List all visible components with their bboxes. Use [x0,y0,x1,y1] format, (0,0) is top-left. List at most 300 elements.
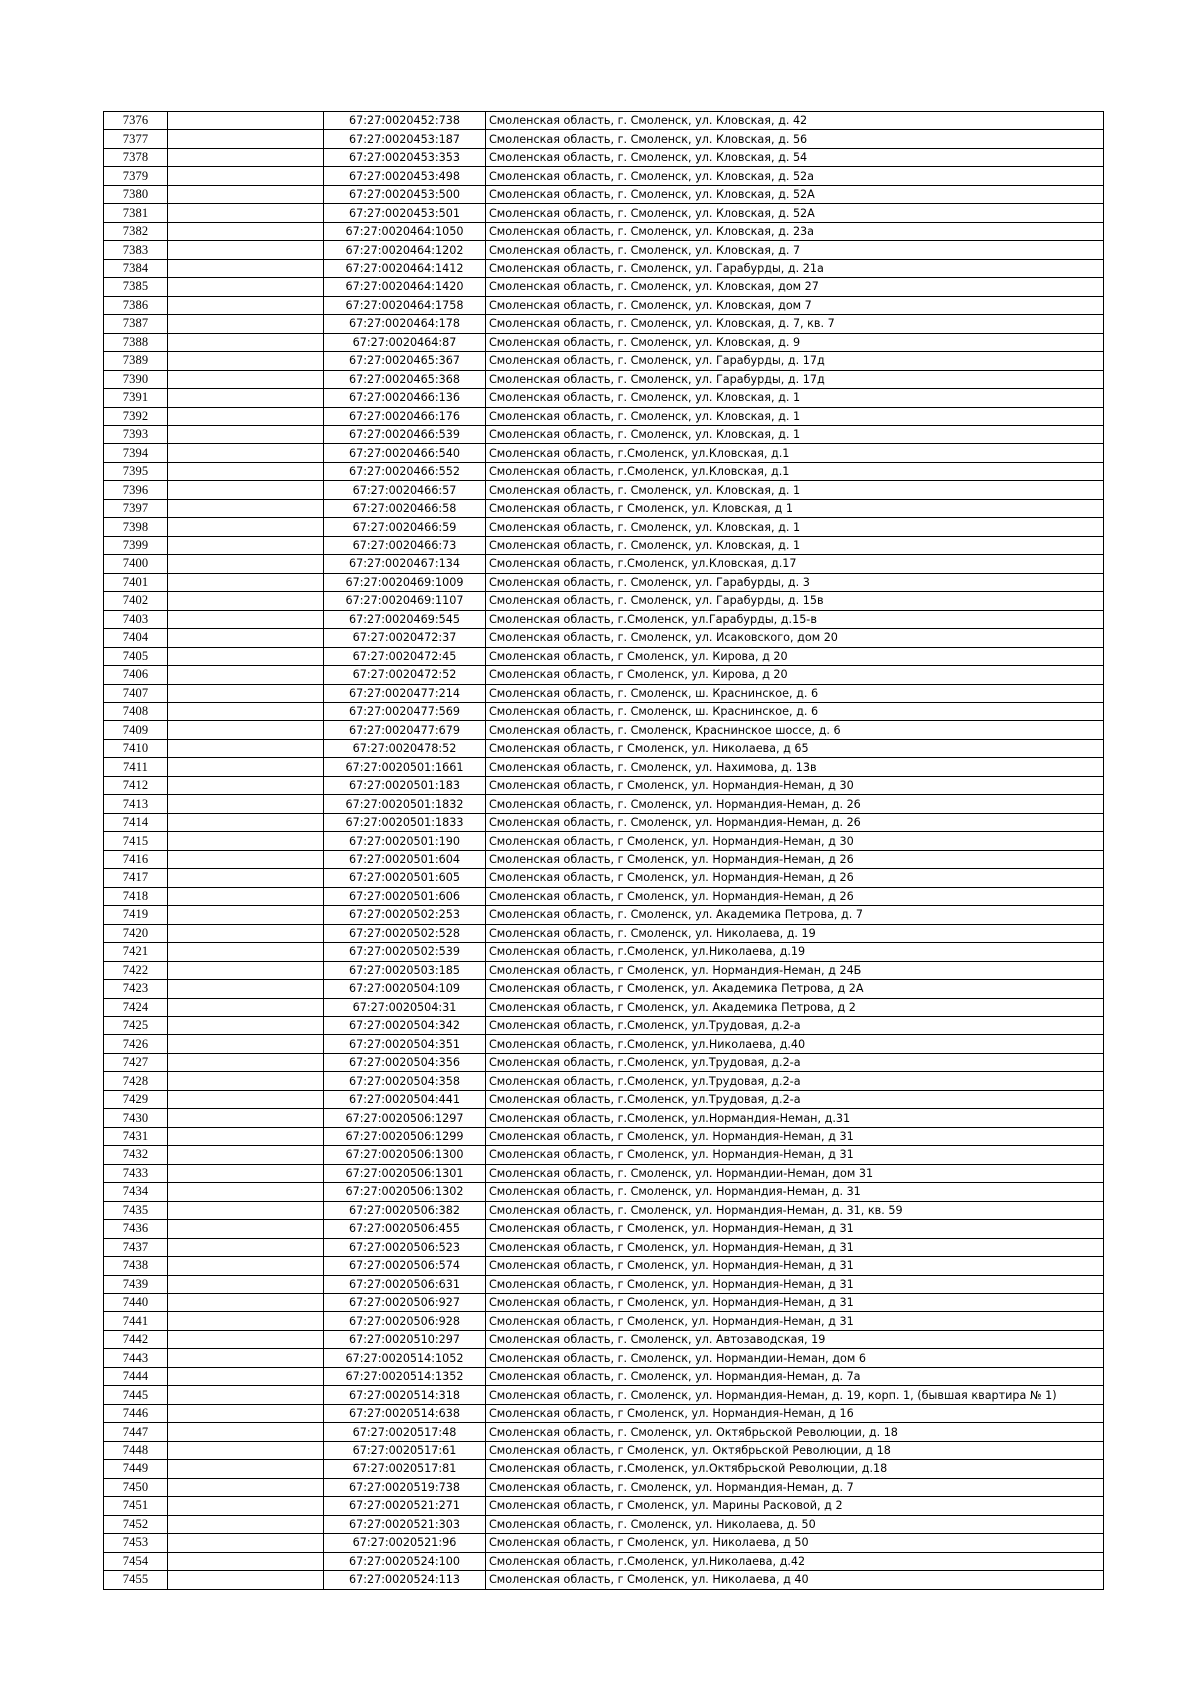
row-number-cell: 7438 [104,1257,168,1275]
cadastral-number-cell: 67:27:0020521:96 [324,1534,486,1552]
cadastral-number-cell: 67:27:0020466:540 [324,444,486,462]
table-row [104,1257,1104,1275]
empty-cell [168,610,324,628]
address-cell: Смоленская область, г. Смоленск, ул. Нормандия-Неман, д. 31 [486,1183,1104,1201]
empty-cell [168,1257,324,1275]
empty-cell [168,333,324,351]
row-number-cell: 7406 [104,666,168,684]
address-cell: Смоленская область, г.Смоленск, ул.Гарабурды, д.15-в [486,610,1104,628]
empty-cell [168,629,324,647]
cadastral-number-cell: 67:27:0020469:1009 [324,573,486,591]
row-number-cell: 7424 [104,998,168,1016]
row-number-cell: 7455 [104,1571,168,1589]
table-row [104,296,1104,314]
row-number-cell: 7426 [104,1035,168,1053]
address-cell: Смоленская область, г.Смоленск, ул.Трудовая, д.2-а [486,1053,1104,1071]
cadastral-number-cell: 67:27:0020517:61 [324,1441,486,1459]
empty-cell [168,1534,324,1552]
row-number-cell: 7386 [104,296,168,314]
empty-cell [168,980,324,998]
row-number-cell: 7432 [104,1146,168,1164]
cadastral-number-cell: 67:27:0020477:569 [324,703,486,721]
table-row [104,1035,1104,1053]
empty-cell [168,832,324,850]
row-number-cell: 7398 [104,518,168,536]
cadastral-number-cell: 67:27:0020517:81 [324,1460,486,1478]
table-row [104,647,1104,665]
address-cell: Смоленская область, г Смоленск, ул. Нормандия-Неман, д 31 [486,1238,1104,1256]
address-cell: Смоленская область, г.Смоленск, ул.Трудовая, д.2-а [486,1090,1104,1108]
address-cell: Смоленская область, г. Смоленск, ул. Нормандия-Неман, д. 7а [486,1367,1104,1385]
table-row [104,1238,1104,1256]
cadastral-number-cell: 67:27:0020506:382 [324,1201,486,1219]
cadastral-number-cell: 67:27:0020469:1107 [324,592,486,610]
empty-cell [168,906,324,924]
row-number-cell: 7428 [104,1072,168,1090]
row-number-cell: 7411 [104,758,168,776]
empty-cell [168,721,324,739]
empty-cell [168,1127,324,1145]
empty-cell [168,1367,324,1385]
table-row [104,555,1104,573]
address-cell: Смоленская область, г Смоленск, ул. Кирова, д 20 [486,647,1104,665]
cadastral-number-cell: 67:27:0020464:1412 [324,259,486,277]
table-row [104,666,1104,684]
row-number-cell: 7423 [104,980,168,998]
address-cell: Смоленская область, г. Смоленск, ул. Нормандия-Неман, д. 31, кв. 59 [486,1201,1104,1219]
row-number-cell: 7453 [104,1534,168,1552]
cadastral-number-cell: 67:27:0020504:441 [324,1090,486,1108]
address-cell: Смоленская область, г. Смоленск, ул. Кловская, д. 1 [486,389,1104,407]
address-cell: Смоленская область, г. Смоленск, ул. Нормандия-Неман, д. 7 [486,1478,1104,1496]
row-number-cell: 7435 [104,1201,168,1219]
cadastral-number-cell: 67:27:0020506:523 [324,1238,486,1256]
cadastral-number-cell: 67:27:0020503:185 [324,961,486,979]
cadastral-number-cell: 67:27:0020466:73 [324,536,486,554]
empty-cell [168,592,324,610]
table-row [104,425,1104,443]
address-cell: Смоленская область, г Смоленск, ул. Нормандия-Неман, д 31 [486,1146,1104,1164]
empty-cell [168,795,324,813]
row-number-cell: 7397 [104,499,168,517]
address-cell: Смоленская область, г. Смоленск, ш. Краснинское, д. 6 [486,703,1104,721]
cadastral-number-cell: 67:27:0020453:500 [324,185,486,203]
address-cell: Смоленская область, г. Смоленск, ул. Исаковского, дом 20 [486,629,1104,647]
table-row [104,1515,1104,1533]
address-cell: Смоленская область, г Смоленск, ул. Октябрьской Революции, д 18 [486,1441,1104,1459]
table-row [104,776,1104,794]
row-number-cell: 7434 [104,1183,168,1201]
empty-cell [168,499,324,517]
table-row [104,333,1104,351]
row-number-cell: 7413 [104,795,168,813]
empty-cell [168,1035,324,1053]
row-number-cell: 7393 [104,425,168,443]
cadastral-number-cell: 67:27:0020477:214 [324,684,486,702]
address-cell: Смоленская область, г.Смоленск, ул.Кловская, д.1 [486,444,1104,462]
empty-cell [168,703,324,721]
address-cell: Смоленская область, г. Смоленск, ул. Автозаводская, 19 [486,1330,1104,1348]
cadastral-number-cell: 67:27:0020464:178 [324,315,486,333]
table-row [104,1016,1104,1034]
row-number-cell: 7388 [104,333,168,351]
address-cell: Смоленская область, г.Смоленск, ул.Николаева, д.19 [486,943,1104,961]
address-cell: Смоленская область, г. Смоленск, ул. Гарабурды, д. 15в [486,592,1104,610]
table-row [104,887,1104,905]
empty-cell [168,647,324,665]
row-number-cell: 7380 [104,185,168,203]
empty-cell [168,259,324,277]
row-number-cell: 7383 [104,241,168,259]
address-cell: Смоленская область, г. Смоленск, ул. Кловская, д. 1 [486,481,1104,499]
table-row [104,684,1104,702]
empty-cell [168,518,324,536]
table-row [104,629,1104,647]
row-number-cell: 7409 [104,721,168,739]
empty-cell [168,1164,324,1182]
table-row [104,259,1104,277]
row-number-cell: 7442 [104,1330,168,1348]
address-cell: Смоленская область, г Смоленск, ул. Николаева, д 65 [486,739,1104,757]
address-cell: Смоленская область, г Смоленск, ул. Нормандия-Неман, д 24Б [486,961,1104,979]
empty-cell [168,776,324,794]
address-cell: Смоленская область, г. Смоленск, ул. Кловская, д. 52А [486,204,1104,222]
row-number-cell: 7381 [104,204,168,222]
row-number-cell: 7389 [104,352,168,370]
registry-table-body [104,112,1104,1590]
empty-cell [168,241,324,259]
row-number-cell: 7378 [104,148,168,166]
address-cell: Смоленская область, г.Смоленск, ул.Кловская, д.17 [486,555,1104,573]
row-number-cell: 7400 [104,555,168,573]
empty-cell [168,1275,324,1293]
cadastral-number-cell: 67:27:0020465:367 [324,352,486,370]
empty-cell [168,425,324,443]
row-number-cell: 7396 [104,481,168,499]
cadastral-number-cell: 67:27:0020472:52 [324,666,486,684]
cadastral-number-cell: 67:27:0020517:48 [324,1423,486,1441]
empty-cell [168,961,324,979]
address-cell: Смоленская область, г. Смоленск, ул. Кловская, д. 54 [486,148,1104,166]
row-number-cell: 7433 [104,1164,168,1182]
empty-cell [168,1552,324,1570]
address-cell: Смоленская область, г Смоленск, ул. Кирова, д 20 [486,666,1104,684]
address-cell: Смоленская область, г. Смоленск, ул. Гарабурды, д. 3 [486,573,1104,591]
cadastral-number-cell: 67:27:0020452:738 [324,112,486,130]
address-cell: Смоленская область, г. Смоленск, ул. Гарабурды, д. 21а [486,259,1104,277]
table-row [104,703,1104,721]
address-cell: Смоленская область, г Смоленск, ул. Нормандия-Неман, д 31 [486,1257,1104,1275]
empty-cell [168,278,324,296]
table-row [104,813,1104,831]
table-row [104,518,1104,536]
cadastral-number-cell: 67:27:0020501:604 [324,850,486,868]
table-row [104,444,1104,462]
table-row [104,573,1104,591]
cadastral-number-cell: 67:27:0020504:356 [324,1053,486,1071]
address-cell: Смоленская область, г. Смоленск, ул. Нормандия-Неман, д. 26 [486,795,1104,813]
address-cell: Смоленская область, г Смоленск, ул. Николаева, д 40 [486,1571,1104,1589]
address-cell: Смоленская область, г. Смоленск, ул. Нахимова, д. 13в [486,758,1104,776]
row-number-cell: 7402 [104,592,168,610]
cadastral-number-cell: 67:27:0020506:574 [324,1257,486,1275]
empty-cell [168,924,324,942]
empty-cell [168,1571,324,1589]
row-number-cell: 7392 [104,407,168,425]
row-number-cell: 7422 [104,961,168,979]
empty-cell [168,1497,324,1515]
empty-cell [168,222,324,240]
table-row [104,241,1104,259]
empty-cell [168,407,324,425]
address-cell: Смоленская область, г. Смоленск, ул. Кловская, дом 27 [486,278,1104,296]
table-row [104,185,1104,203]
table-row [104,739,1104,757]
row-number-cell: 7379 [104,167,168,185]
cadastral-number-cell: 67:27:0020453:353 [324,148,486,166]
table-row [104,499,1104,517]
registry-table [103,111,1104,1590]
row-number-cell: 7420 [104,924,168,942]
row-number-cell: 7436 [104,1220,168,1238]
empty-cell [168,1053,324,1071]
empty-cell [168,1146,324,1164]
address-cell: Смоленская область, г Смоленск, ул. Нормандия-Неман, д 31 [486,1275,1104,1293]
table-row [104,1127,1104,1145]
row-number-cell: 7415 [104,832,168,850]
cadastral-number-cell: 67:27:0020501:606 [324,887,486,905]
cadastral-number-cell: 67:27:0020521:303 [324,1515,486,1533]
empty-cell [168,370,324,388]
empty-cell [168,684,324,702]
row-number-cell: 7412 [104,776,168,794]
table-row [104,943,1104,961]
table-row [104,1423,1104,1441]
address-cell: Смоленская область, г. Смоленск, ул. Октябрьской Революции, д. 18 [486,1423,1104,1441]
empty-cell [168,296,324,314]
empty-cell [168,1460,324,1478]
table-row [104,315,1104,333]
row-number-cell: 7421 [104,943,168,961]
table-row [104,832,1104,850]
empty-cell [168,1183,324,1201]
cadastral-number-cell: 67:27:0020524:100 [324,1552,486,1570]
cadastral-number-cell: 67:27:0020466:57 [324,481,486,499]
table-row [104,481,1104,499]
row-number-cell: 7405 [104,647,168,665]
row-number-cell: 7384 [104,259,168,277]
cadastral-number-cell: 67:27:0020504:358 [324,1072,486,1090]
cadastral-number-cell: 67:27:0020504:342 [324,1016,486,1034]
cadastral-number-cell: 67:27:0020453:501 [324,204,486,222]
table-row [104,721,1104,739]
row-number-cell: 7408 [104,703,168,721]
row-number-cell: 7443 [104,1349,168,1367]
address-cell: Смоленская область, г. Смоленск, ул. Нормандии-Неман, дом 31 [486,1164,1104,1182]
empty-cell [168,1109,324,1127]
table-row [104,1312,1104,1330]
cadastral-number-cell: 67:27:0020464:1202 [324,241,486,259]
empty-cell [168,1016,324,1034]
address-cell: Смоленская область, г Смоленск, ул. Кловская, д 1 [486,499,1104,517]
row-number-cell: 7390 [104,370,168,388]
row-number-cell: 7382 [104,222,168,240]
table-row [104,1552,1104,1570]
row-number-cell: 7440 [104,1294,168,1312]
address-cell: Смоленская область, г. Смоленск, ул. Академика Петрова, д. 7 [486,906,1104,924]
cadastral-number-cell: 67:27:0020506:1302 [324,1183,486,1201]
table-row [104,222,1104,240]
cadastral-number-cell: 67:27:0020477:679 [324,721,486,739]
empty-cell [168,1072,324,1090]
row-number-cell: 7445 [104,1386,168,1404]
cadastral-number-cell: 67:27:0020504:351 [324,1035,486,1053]
row-number-cell: 7450 [104,1478,168,1496]
table-row [104,1053,1104,1071]
table-row [104,795,1104,813]
table-row [104,1367,1104,1385]
cadastral-number-cell: 67:27:0020502:253 [324,906,486,924]
row-number-cell: 7391 [104,389,168,407]
empty-cell [168,1294,324,1312]
address-cell: Смоленская область, г. Смоленск, ул. Кловская, дом 7 [486,296,1104,314]
table-row [104,1146,1104,1164]
address-cell: Смоленская область, г Смоленск, ул. Нормандия-Неман, д 30 [486,776,1104,794]
table-row [104,758,1104,776]
cadastral-number-cell: 67:27:0020506:1301 [324,1164,486,1182]
empty-cell [168,758,324,776]
row-number-cell: 7430 [104,1109,168,1127]
address-cell: Смоленская область, г.Смоленск, ул.Трудовая, д.2-а [486,1016,1104,1034]
cadastral-number-cell: 67:27:0020514:1052 [324,1349,486,1367]
cadastral-number-cell: 67:27:0020514:1352 [324,1367,486,1385]
row-number-cell: 7452 [104,1515,168,1533]
empty-cell [168,1441,324,1459]
table-row [104,1164,1104,1182]
address-cell: Смоленская область, г.Смоленск, ул.Николаева, д.40 [486,1035,1104,1053]
empty-cell [168,1404,324,1422]
address-cell: Смоленская область, г Смоленск, ул. Нормандия-Неман, д 31 [486,1127,1104,1145]
empty-cell [168,1312,324,1330]
address-cell: Смоленская область, г. Смоленск, ул. Кловская, д. 7, кв. 7 [486,315,1104,333]
row-number-cell: 7403 [104,610,168,628]
empty-cell [168,352,324,370]
cadastral-number-cell: 67:27:0020506:1297 [324,1109,486,1127]
row-number-cell: 7437 [104,1238,168,1256]
table-row [104,961,1104,979]
address-cell: Смоленская область, г Смоленск, ул. Нормандия-Неман, д 31 [486,1294,1104,1312]
address-cell: Смоленская область, г.Смоленск, ул.Кловская, д.1 [486,462,1104,480]
cadastral-number-cell: 67:27:0020501:1833 [324,813,486,831]
address-cell: Смоленская область, г. Смоленск, ул. Кловская, д. 1 [486,518,1104,536]
table-row [104,1497,1104,1515]
table-row [104,1330,1104,1348]
cadastral-number-cell: 67:27:0020510:297 [324,1330,486,1348]
cadastral-number-cell: 67:27:0020466:58 [324,499,486,517]
cadastral-number-cell: 67:27:0020464:1758 [324,296,486,314]
cadastral-number-cell: 67:27:0020472:45 [324,647,486,665]
table-row [104,370,1104,388]
empty-cell [168,1238,324,1256]
row-number-cell: 7444 [104,1367,168,1385]
table-row [104,1571,1104,1589]
table-row [104,278,1104,296]
cadastral-number-cell: 67:27:0020504:31 [324,998,486,1016]
address-cell: Смоленская область, г Смоленск, ул. Нормандия-Неман, д 16 [486,1404,1104,1422]
table-row [104,462,1104,480]
table-row [104,1460,1104,1478]
address-cell: Смоленская область, г. Смоленск, ул. Николаева, д. 50 [486,1515,1104,1533]
empty-cell [168,813,324,831]
address-cell: Смоленская область, г.Смоленск, ул.Николаева, д.42 [486,1552,1104,1570]
empty-cell [168,998,324,1016]
cadastral-number-cell: 67:27:0020506:631 [324,1275,486,1293]
row-number-cell: 7431 [104,1127,168,1145]
address-cell: Смоленская область, г. Смоленск, ул. Нормандия-Неман, д. 19, корп. 1, (бывшая квартира № 1) [486,1386,1104,1404]
table-row [104,998,1104,1016]
row-number-cell: 7439 [104,1275,168,1293]
table-row [104,1109,1104,1127]
row-number-cell: 7447 [104,1423,168,1441]
row-number-cell: 7449 [104,1460,168,1478]
table-row [104,352,1104,370]
cadastral-number-cell: 67:27:0020514:318 [324,1386,486,1404]
empty-cell [168,887,324,905]
row-number-cell: 7395 [104,462,168,480]
cadastral-number-cell: 67:27:0020524:113 [324,1571,486,1589]
address-cell: Смоленская область, г Смоленск, ул. Академика Петрова, д 2 [486,998,1104,1016]
row-number-cell: 7419 [104,906,168,924]
row-number-cell: 7418 [104,887,168,905]
cadastral-number-cell: 67:27:0020501:183 [324,776,486,794]
empty-cell [168,1386,324,1404]
row-number-cell: 7385 [104,278,168,296]
cadastral-number-cell: 67:27:0020453:498 [324,167,486,185]
empty-cell [168,1201,324,1219]
cadastral-number-cell: 67:27:0020469:545 [324,610,486,628]
table-row [104,869,1104,887]
table-row [104,1220,1104,1238]
table-row [104,1441,1104,1459]
empty-cell [168,1349,324,1367]
table-row [104,924,1104,942]
address-cell: Смоленская область, г. Смоленск, ул. Кловская, д. 1 [486,407,1104,425]
cadastral-number-cell: 67:27:0020472:37 [324,629,486,647]
table-row [104,592,1104,610]
empty-cell [168,389,324,407]
empty-cell [168,1090,324,1108]
row-number-cell: 7417 [104,869,168,887]
address-cell: Смоленская область, г Смоленск, ул. Нормандия-Неман, д 31 [486,1312,1104,1330]
cadastral-number-cell: 67:27:0020502:539 [324,943,486,961]
table-row [104,1275,1104,1293]
address-cell: Смоленская область, г. Смоленск, ул. Кловская, д. 7 [486,241,1104,259]
table-row [104,130,1104,148]
cadastral-number-cell: 67:27:0020506:927 [324,1294,486,1312]
address-cell: Смоленская область, г. Смоленск, ул. Николаева, д. 19 [486,924,1104,942]
row-number-cell: 7377 [104,130,168,148]
address-cell: Смоленская область, г.Смоленск, ул.Нормандия-Неман, д.31 [486,1109,1104,1127]
address-cell: Смоленская область, г. Смоленск, Краснинское шоссе, д. 6 [486,721,1104,739]
row-number-cell: 7376 [104,112,168,130]
cadastral-number-cell: 67:27:0020464:87 [324,333,486,351]
row-number-cell: 7451 [104,1497,168,1515]
row-number-cell: 7441 [104,1312,168,1330]
row-number-cell: 7407 [104,684,168,702]
cadastral-number-cell: 67:27:0020514:638 [324,1404,486,1422]
cadastral-number-cell: 67:27:0020504:109 [324,980,486,998]
empty-cell [168,167,324,185]
